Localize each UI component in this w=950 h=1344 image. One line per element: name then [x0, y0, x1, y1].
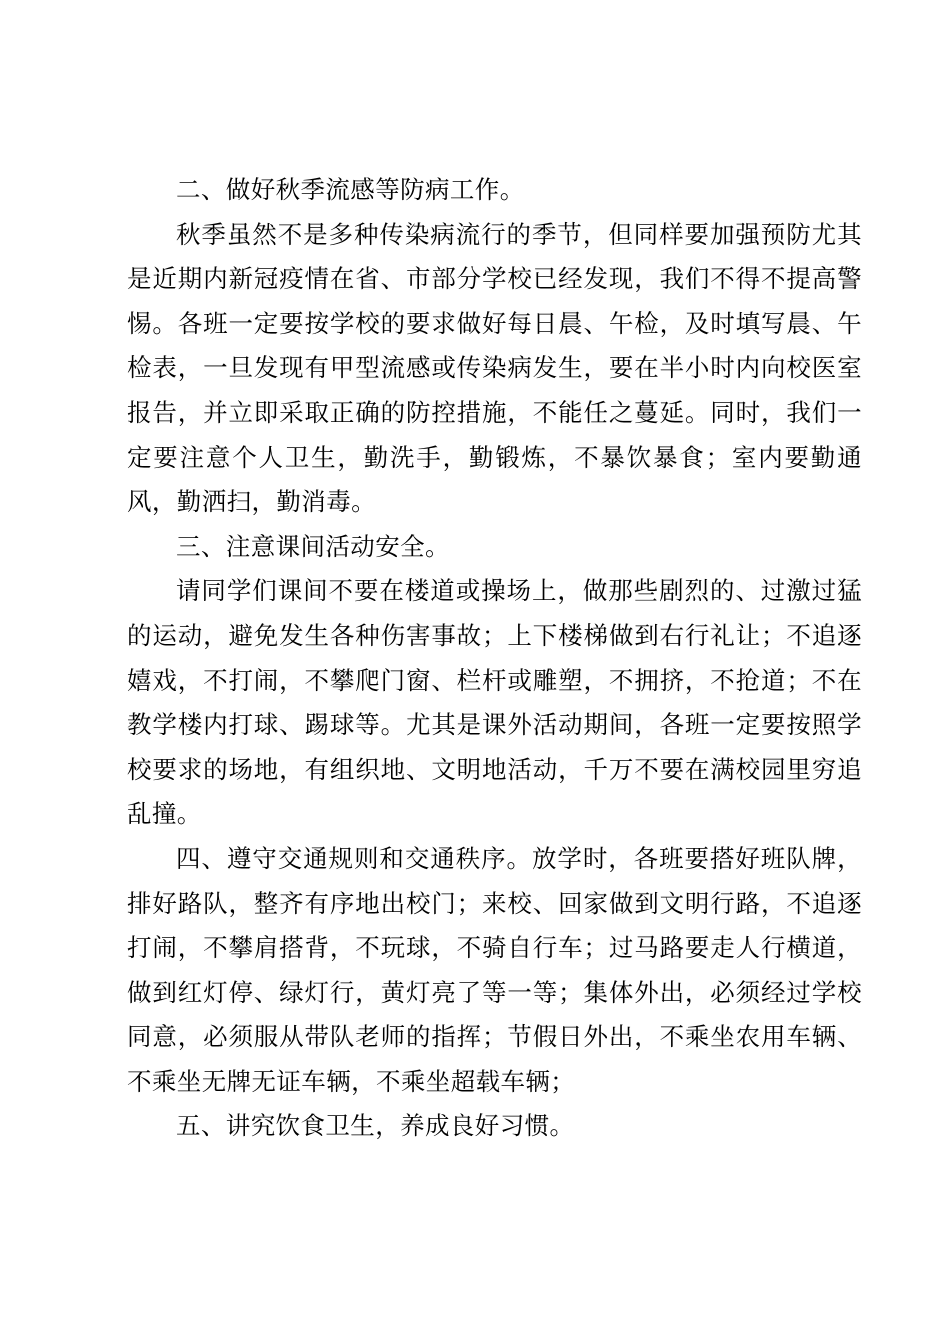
paragraph-traffic-rules: 四、遵守交通规则和交通秩序。放学时，各班要搭好班队牌，排好路队，整齐有序地出校门；来校、回家做到文明行路，不追逐打闹，不攀肩搭背，不玩球，不骑自行车；过马路要走人行横道，做到红灯停、绿灯行，黄灯亮了等一等；集体外出，必须经过学校同意，必须服从带队老师的指挥；节假日外出，不乘坐农用车辆、不乘坐无牌无证车辆，不乘坐超载车辆； [127, 843, 862, 1096]
document-body [127, 168, 862, 1149]
paragraph-break-safety: 请同学们课间不要在楼道或操场上，做那些剧烈的、过激过猛的运动，避免发生各种伤害事故；上下楼梯做到右行礼让；不追逐嬉戏，不打闹，不攀爬门窗、栏杆或雕塑，不拥挤，不抢道；不在教学楼内打球、踢球等。尤其是课外活动期间，各班一定要按照学校要求的场地，有组织地、文明地活动，千万不要在满校园里穷追乱撞。 [127, 576, 862, 829]
section-heading-2: 二、做好秋季流感等防病工作。 [176, 175, 525, 204]
section-heading-3: 三、注意课间活动安全。 [176, 531, 450, 561]
section-heading-5: 五、讲究饮食卫生，养成良好习惯。 [176, 1111, 575, 1141]
paragraph-flu-prevention: 秋季虽然不是多种传染病流行的季节，但同样要加强预防尤其是近期内新冠疫情在省、市部分学校已经发现，我们不得不提高警惕。各班一定要按学校的要求做好每日晨、午检，及时填写晨、午检表，一旦发现有甲型流感或传染病发生，要在半小时内向校医室报告，并立即采取正确的防控措施，不能任之蔓延。同时，我们一定要注意个人卫生，勤洗手，勤锻炼，不暴饮暴食；室内要勤通风，勤洒扫，勤消毒。 [127, 219, 862, 517]
